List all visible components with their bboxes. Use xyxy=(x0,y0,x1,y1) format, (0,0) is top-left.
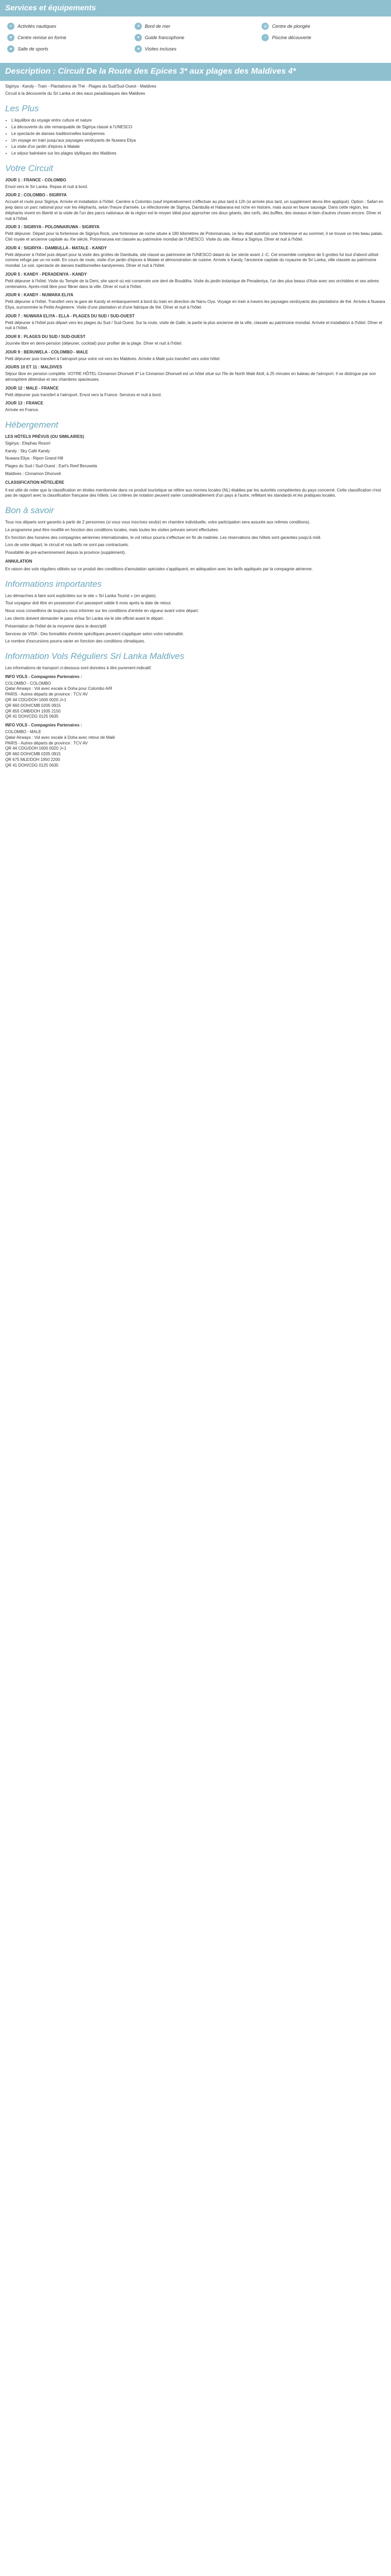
day-text: Petit déjeuner à l'hôtel puis départ pour la visite des grottes de Dambulla, site classé au patrimoine de l'UNESCO datant du 1er siècle avant J.-C. Cet ensemble complexe de 5 grottes fut tout d'abord utilisé comme refuge par un roi exilé. En cours de route, visite d'un jardin d'épices à Matale et démonstration de cuisine. Arrivée à Kandy, l'ancienne capitale du royaume de Sri Lanka, ville classée au patrimoine mondial. Le soir, spectacle de danses traditionnelles kandyennes. Dîner et nuit à l'hôtel. xyxy=(5,252,379,268)
day-text: Petit déjeuner puis transfert à l'aéroport. Envol vers la France. Services et nuit à bord. xyxy=(5,392,162,397)
day-block xyxy=(5,272,386,290)
hotel-line: Maldives : Cinnamon Dhonveli xyxy=(5,471,61,476)
hotel-line: Nuwara Eliya : Ripon Grand Hill xyxy=(5,456,63,461)
diving-icon: ◎ xyxy=(262,23,269,30)
day-title: JOUR 6 : KANDY - NUWARA ELIYA xyxy=(5,293,74,298)
day-title: JOUR 7 : NUWARA ELIYA - ELLA - PLAGES DU SUD / SUD-OUEST xyxy=(5,313,135,318)
flight-line: QR 44 CDG/DOH 1600 0020 J+1 xyxy=(5,746,67,751)
day-block xyxy=(5,293,386,310)
amenity-label: Centre remise en forme xyxy=(18,35,67,41)
amenities-grid xyxy=(0,16,391,59)
flight-line: Qatar Airways : Vol avec escale à Doha avec retour de Malé xyxy=(5,735,115,740)
day-title: JOUR 8 : PLAGES DU SUD / SUD-OUEST xyxy=(5,334,86,340)
flight-heading: INFO VOLS - Compagnies Partenaires : xyxy=(5,674,82,679)
amenity-fitness xyxy=(7,34,129,41)
list-item: • Le séjour balnéaire sur les plages idylliques des Maldives xyxy=(11,151,386,157)
day-title: JOURS 10 ET 11 : MALDIVES xyxy=(5,365,62,370)
list-item: • La visite d'un jardin d'épices à Matale xyxy=(11,144,386,150)
flight-line: QR 41 DOH/CDG 0125 0635 xyxy=(5,762,59,768)
day-block xyxy=(5,246,386,269)
flight-line: QR 44 CDG/DOH 1600 0020 J+1 xyxy=(5,698,67,703)
day-block xyxy=(5,225,386,242)
day-text: Petit déjeuner puis transfert à l'aéroport pour votre vol vers les Maldives. Arrivée à Malé puis transfert vers votre hôtel. xyxy=(5,356,221,361)
hebergement-sub: LES HÔTELS PRÉVUS (OU SIMILAIRES) xyxy=(5,434,84,439)
hotel-line: Kandy : Sky Café Kandy xyxy=(5,448,50,453)
description-title: Description : Circuit De la Route des Epices 3* aux plages des Maldives 4* xyxy=(0,63,391,80)
day-text: Journée libre en demi-pension (déjeuner, cocktail) pour profiter de la plage. Dîner et nuit à l'hôtel. xyxy=(5,341,183,346)
day-title: JOUR 13 : FRANCE xyxy=(5,401,43,406)
flight-block-1 xyxy=(5,674,386,720)
bon-a-savoir-title: Bon à savoir xyxy=(5,505,54,516)
intro-line-1: Sigiriya - Kandy - Train - Plantations de Thé - Plages du Sud/Sud-Ouest - Maldives xyxy=(5,83,156,89)
amenity-guide xyxy=(135,34,257,41)
intro-line-2: Circuit à la découverte du Sri Lanka et des eaux paradisiaques des Maldives xyxy=(5,91,145,96)
fitness-icon: ♥ xyxy=(7,34,14,41)
hebergement-title: Hébergement xyxy=(5,419,59,430)
classification-text: Il est utile de noter que la classification en étoiles mentionnée dans ce produit touristique se réfère aux normes locales (NL) établies par les autorités compétentes du pays concerné. Cette classification n'est pas de rapport avec la classification française des hôtels. Les critères de notation peuvent varier considérablement d'un pays à l'autre, reflétant les standards et les pratiques locales. xyxy=(5,487,381,498)
day-block xyxy=(5,386,386,398)
bon-a-savoir-item: Possibilité de pré-acheminement depuis la province (supplément). xyxy=(5,550,126,555)
amenity-label: Guide francophone xyxy=(144,35,185,41)
flight-line: PARIS - Autres départs de province : TCV AV xyxy=(5,692,88,697)
bon-a-savoir-item: Tous nos départs sont garantis à partir de 2 personnes (si vous vous inscrivez seul(e) en chambre individuelle, votre participation sera assurée aux mêmes conditions). xyxy=(5,520,311,525)
flight-line: QR 675 MLE/DOH 1950 2200 xyxy=(5,757,60,762)
vols-text: Les informations de transport ci-dessous sont données à titre purement indicatif. xyxy=(5,666,152,671)
flight-line: QR 660 DOH/CMB 0205 0915 xyxy=(5,752,61,757)
info-item: Nous vous conseillons de toujours vous informer sur les conditions d'entrée en vigueur avant votre départ. xyxy=(5,608,199,614)
list-item: • Le spectacle de danses traditionnelles kandyennes xyxy=(11,131,386,137)
day-title: JOUR 3 : SIGIRIYA - POLONNARUWA - SIGIRIYA xyxy=(5,225,100,230)
infos-title: Informations importantes xyxy=(5,579,102,589)
annulation-text: En raison des vols réguliers utilisés sur ce produit des conditions d'annulation spéciales s'appliquent, en adéquation avec les tarifs appliqués par la compagnie aérienne. xyxy=(5,566,313,571)
day-text: Petit déjeuner. Départ pour la forteresse de Sigiriya Rock, une forteresse de roche située à 180 kilomètres de Polonnaruwa, ce lieu était autrefois une forteresse et au sommet, il se trouve un très beau palais. Cité royale et ancienne capitale au XIe siècle, Polonnaruwa est classée au patrimoine mondial de l'UNESCO. Visite du site. Retour à Sigiriya. Dîner et nuit à l'hôtel. xyxy=(5,231,383,242)
info-item: Services de VISA : Des formalités d'entrée spécifiques peuvent s'appliquer selon votre nationalité. xyxy=(5,631,184,636)
amenity-diving xyxy=(262,23,384,30)
bon-a-savoir-item: Lors de votre départ, le circuit et nos tarifs ne sont pas contractuels. xyxy=(5,543,129,548)
day-block xyxy=(5,401,386,413)
day-text: Envol vers le Sri Lanka. Repas et nuit à bord. xyxy=(5,184,88,189)
amenity-label: Visites incluses xyxy=(144,46,177,52)
day-title: JOUR 9 : BERUWELA - COLOMBO - MALE xyxy=(5,349,88,354)
main-content xyxy=(0,81,391,772)
guide-icon: ✦ xyxy=(135,34,142,41)
flight-block-2 xyxy=(5,723,386,768)
list-item: • La découverte du site remarquable de Sigiriya classé à l'UNESCO xyxy=(11,125,386,130)
pool-icon: ~ xyxy=(262,34,269,41)
flight-line: COLOMBO - MALE xyxy=(5,730,41,735)
les-plus-list xyxy=(5,118,386,157)
amenity-label: Centre de plongée xyxy=(272,24,311,29)
day-title: JOUR 2 : COLOMBO - SIGIRIYA xyxy=(5,193,67,198)
votre-circuit-title: Votre Circuit xyxy=(5,163,53,173)
day-block xyxy=(5,193,386,222)
flight-heading: INFO VOLS - Compagnies Partenaires : xyxy=(5,723,82,728)
flight-line: QR 660 DOH/CMB 0205 0915 xyxy=(5,703,61,708)
list-item: • L'équilibre du voyage entre culture et nature xyxy=(11,118,386,124)
flight-line: PARIS - Autres départs de province : TCV AV xyxy=(5,740,88,745)
day-text: Accueil et route pour Sigiriya. Arrivée et installation à l'hôtel. Carrière à Colombo (sauf impérativement s'effectuer au plus tard à 12h (si arrivée plus tard, un supplément devra être appliqué). Option : Safari en jeep dans un parc national pour voir les éléphants, selon l'heure d'arrivée. Le réfectionnée de Sigiriya, Dambulla et Habarana est riche en histoire, mais aussi en faune sauvage. Dans cette région, les éléphants vivent en liberté et la visite de l'un des parcs nationaux de la région est le moyen idéal pour approcher ces doux géants, des cerfs, des buffles, des oiseaux et bien d'autres choses encore. Dîner et nuit à l'hôtel. xyxy=(5,199,384,221)
amenity-label: Bord de mer xyxy=(144,24,171,29)
day-text: Arrivée en France. xyxy=(5,408,39,413)
day-title: JOUR 5 : KANDY - PERADENIYA - KANDY xyxy=(5,272,87,277)
hotel-line: Plages du Sud / Sud-Ouest : Earl's Reef Beruwela xyxy=(5,464,97,469)
list-item: • Un voyage en train jusqu'aux paysages verdoyants de Nuwara Eliya xyxy=(11,138,386,144)
annulation-title: ANNULATION xyxy=(5,559,32,564)
flight-line: QR 655 CMB/DOH 1935 2150 xyxy=(5,708,61,714)
day-block xyxy=(5,314,386,331)
day-block xyxy=(5,178,386,190)
day-text: Petit déjeuner à l'hôtel puis départ vers les plages du Sud / Sud-Ouest. Sur la route, visite de Galle, la partie la plus ancienne de la ville, classée au patrimoine mondial. Arrivée et installation à l'hôtel. Dîner et nuit à l'hôtel. xyxy=(5,320,383,331)
day-title: JOUR 4 : SIGIRIYA - DAMBULLA - MATALE - KANDY xyxy=(5,245,107,250)
day-block xyxy=(5,334,386,347)
amenity-label: Salle de sports xyxy=(18,46,48,52)
services-title: Services et équipements xyxy=(0,0,391,16)
day-block xyxy=(5,365,386,382)
bon-a-savoir-item: Le programme peut être modifié en fonction des conditions locales, mais toutes les visites prévues seront effectuées. xyxy=(5,527,219,532)
day-text: Petit déjeuner à l'hôtel. Transfert vers la gare de Kandy et embarquement à bord du train en direction de Nanu Oya. Voyage en train à travers les paysages verdoyants des plantations de thé. Arrivée à Nuwara Eliya, surnommée la Petite Angleterre. Visite d'une plantation et d'une fabrique de thé. Dîner et nuit à l'hôtel. xyxy=(5,299,385,310)
day-text: Petit déjeuner à l'hôtel. Visite du Temple de la Dent, site sacré où est conservée une dent de Bouddha. Visite du jardin botanique de Peradeniya, l'un des plus beaux d'Asie avec ses orchidées et ses arbres centenaires. Après-midi libre pour flâner dans la ville. Dîner et nuit à l'hôtel. xyxy=(5,278,379,289)
activities-icon: ≈ xyxy=(7,23,14,30)
info-item: Les démarches à faire sont explicitées sur le site « Sri Lanka Tourist » (en anglais). xyxy=(5,593,157,598)
sports-icon: ● xyxy=(7,45,14,53)
info-item: Présentation de l'hôtel de la moyenne dans le descriptif. xyxy=(5,623,108,629)
flight-line: COLOMBO - COLOMBO xyxy=(5,681,51,686)
flight-line: QR 41 DOH/CDG 0125 0635 xyxy=(5,714,59,719)
amenity-tours xyxy=(135,45,257,53)
bon-a-savoir-item: En fonction des horaires des compagnies aériennes internationales, le vol retour pourra s'effectuer en fin de matinée. Les réservations des hôtels sont garanties jusqu'à midi. xyxy=(5,535,322,540)
tours-icon: ★ xyxy=(135,45,142,53)
day-title: JOUR 12 : MALE - FRANCE xyxy=(5,385,59,391)
amenity-pool xyxy=(262,34,384,41)
flight-line: Qatar Airways : Vol avec escale à Doha pour Colombo A/R xyxy=(5,686,112,691)
amenity-label: Activités nautiques xyxy=(18,24,57,29)
amenity-activities xyxy=(7,23,129,30)
vols-title: Information Vols Réguliers Sri Lanka Maldives xyxy=(5,651,185,662)
les-plus-title: Les Plus xyxy=(5,104,39,114)
hotel-line: Sigiriya : Elephas Resort xyxy=(5,440,51,446)
info-item: Les clients doivent demander le pass eVisa Sri Lanka via le site officiel avant le départ. xyxy=(5,616,164,621)
amenity-sports xyxy=(7,45,129,53)
amenity-beach xyxy=(135,23,257,30)
day-text: Séjour libre en pension complète. VOTRE HÔTEL Cinnamon Dhonveli 4* Le Cinnamon Dhonveli est un hôtel situé sur l'île de North Malé Atoll, à 25 minutes en bateau de l'aéroport. Il se distingue par son atmosphère détendue et ses chambres spacieuses. xyxy=(5,371,376,382)
day-title: JOUR 1 : FRANCE - COLOMBO xyxy=(5,177,67,182)
info-item: Le nombre d'excursions pourra varier en fonction des conditions climatiques. xyxy=(5,639,145,644)
amenity-label: Piscine découverte xyxy=(272,35,312,41)
info-item: Tout voyageur doit être en possession d'un passeport valide 6 mois après la date de retour. xyxy=(5,601,172,606)
day-block xyxy=(5,350,386,362)
classification-title: CLASSIFICATION HÔTELIÈRE xyxy=(5,480,64,485)
beach-icon: ☀ xyxy=(135,23,142,30)
